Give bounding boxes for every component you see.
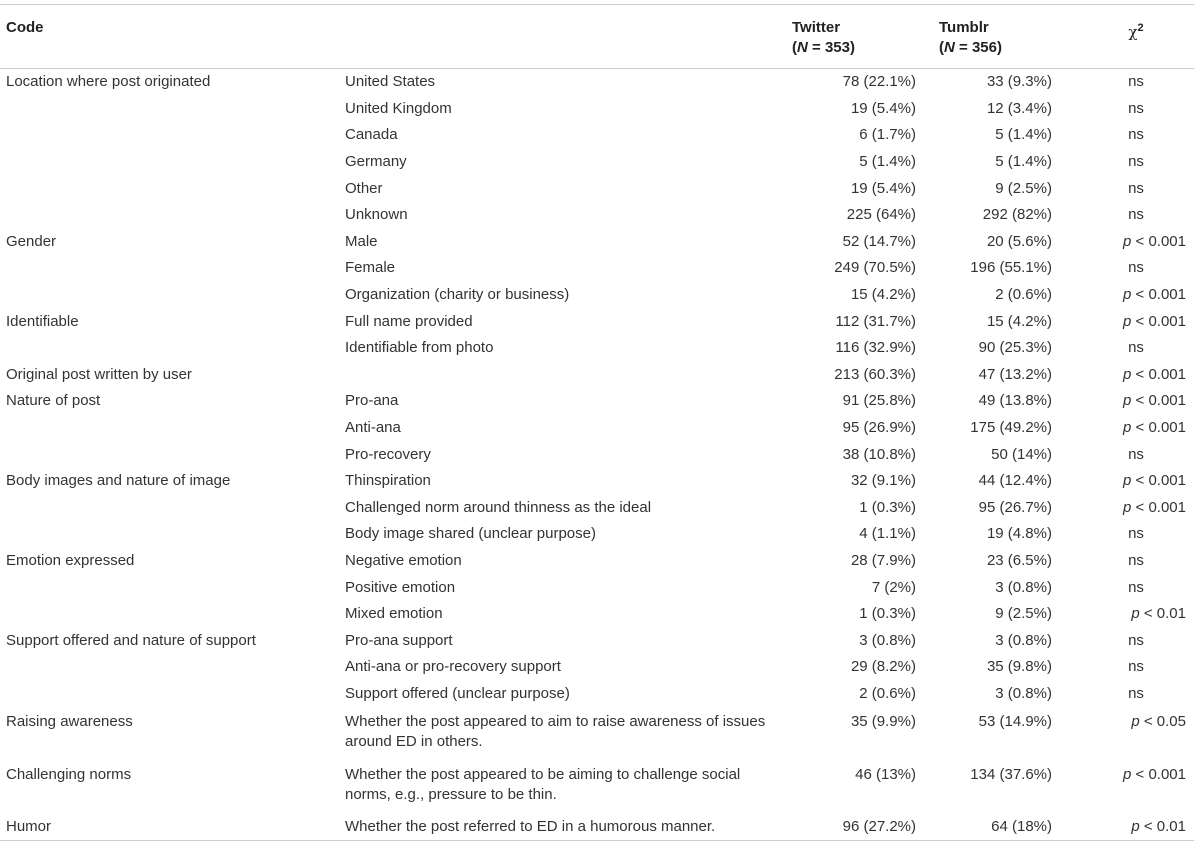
header-chi-superscript: 2 bbox=[1137, 22, 1144, 34]
chi-square-cell: ns bbox=[1128, 259, 1144, 277]
twitter-value-cell: 19 (5.4%) bbox=[850, 99, 916, 117]
code-cell bbox=[0, 149, 338, 176]
chi-square-cell: p < 0.01 bbox=[1078, 813, 1194, 840]
chi-square-cell: p < 0.001 bbox=[1123, 472, 1186, 490]
code-cell bbox=[0, 654, 338, 681]
chi-square-cell: p < 0.001 bbox=[1123, 498, 1186, 516]
chi-square-cell: ns bbox=[1128, 339, 1144, 357]
subcategory-cell: Whether the post appeared to aim to raise awareness of issues around ED in others. bbox=[345, 713, 766, 751]
subcategory-cell: Pro-ana bbox=[345, 392, 399, 410]
tumblr-value-cell: 292 (82%) bbox=[982, 206, 1052, 224]
tumblr-value-cell: 175 (49.2%) bbox=[970, 419, 1052, 437]
table-row bbox=[0, 149, 1194, 176]
subcategory-cell: Challenged norm around thinness as the ideal bbox=[345, 498, 652, 516]
tumblr-value-cell: 2 (0.6%) bbox=[995, 286, 1052, 304]
header-chi-square bbox=[1078, 5, 1194, 69]
table-row bbox=[0, 175, 1194, 202]
table-row bbox=[0, 335, 1194, 362]
subcategory-cell: Anti-ana bbox=[345, 419, 401, 437]
table-row bbox=[0, 96, 1194, 123]
subcategory-cell: Full name provided bbox=[345, 312, 473, 330]
chi-square-cell: p < 0.001 bbox=[1123, 766, 1186, 784]
tumblr-value-cell: 47 (13.2%) bbox=[978, 365, 1052, 383]
code-cell bbox=[0, 96, 338, 123]
code-cell: Original post written by user bbox=[6, 365, 192, 383]
twitter-value-cell: 1 (0.3%) bbox=[859, 605, 916, 623]
header-twitter-label: Twitter bbox=[792, 19, 841, 36]
twitter-value-cell: 29 (8.2%) bbox=[850, 658, 916, 676]
tumblr-value-cell: 15 (4.2%) bbox=[986, 312, 1052, 330]
code-cell: Support offered and nature of support bbox=[6, 631, 256, 649]
table-header-row bbox=[0, 5, 1194, 69]
tumblr-value-cell: 33 (9.3%) bbox=[986, 73, 1052, 91]
subcategory-cell: United States bbox=[345, 73, 436, 91]
code-cell bbox=[0, 202, 338, 229]
code-cell bbox=[0, 255, 338, 282]
code-cell: Nature of post bbox=[6, 392, 101, 410]
chi-square-cell: ns bbox=[1128, 684, 1144, 702]
table-row bbox=[0, 282, 1194, 309]
table-row bbox=[0, 707, 1194, 760]
chi-square-cell: p < 0.001 bbox=[1123, 286, 1186, 304]
code-cell bbox=[0, 415, 338, 442]
table-row bbox=[0, 202, 1194, 229]
table-row bbox=[0, 308, 1194, 335]
code-cell: Challenging norms bbox=[6, 766, 132, 784]
subcategory-cell: Canada bbox=[345, 126, 398, 144]
table-body bbox=[0, 69, 1194, 841]
subcategory-cell: Pro-recovery bbox=[345, 445, 431, 463]
chi-square-cell: ns bbox=[1128, 153, 1144, 171]
chi-square-cell: p < 0.001 bbox=[1123, 419, 1186, 437]
subcategory-cell: Positive emotion bbox=[345, 578, 456, 596]
chi-square-cell: p < 0.01 bbox=[1131, 605, 1186, 623]
tumblr-value-cell: 19 (4.8%) bbox=[986, 525, 1052, 543]
chi-square-cell: ns bbox=[1128, 445, 1144, 463]
tumblr-value-cell: 64 (18%) bbox=[932, 813, 1078, 840]
table-row bbox=[0, 122, 1194, 149]
code-cell: Gender bbox=[6, 232, 57, 250]
chi-square-cell: ns bbox=[1128, 179, 1144, 197]
twitter-value-cell: 225 (64%) bbox=[846, 206, 916, 224]
table-row bbox=[0, 362, 1194, 389]
chi-square-cell: p < 0.001 bbox=[1123, 365, 1186, 383]
subcategory-cell: United Kingdom bbox=[345, 99, 452, 117]
tumblr-value-cell: 44 (12.4%) bbox=[978, 472, 1052, 490]
twitter-value-cell: 28 (7.9%) bbox=[850, 551, 916, 569]
chi-square-cell: ns bbox=[1128, 578, 1144, 596]
header-subcategory bbox=[338, 5, 786, 69]
tumblr-value-cell: 90 (25.3%) bbox=[978, 339, 1052, 357]
twitter-value-cell: 116 (32.9%) bbox=[835, 339, 916, 357]
code-cell bbox=[0, 335, 338, 362]
tumblr-value-cell: 3 (0.8%) bbox=[995, 631, 1052, 649]
code-cell: Location where post originated bbox=[6, 73, 211, 91]
twitter-value-cell: 15 (4.2%) bbox=[850, 286, 916, 304]
subcategory-cell: Anti-ana or pro-recovery support bbox=[345, 658, 561, 676]
code-cell: Humor bbox=[0, 813, 338, 840]
table-row bbox=[0, 255, 1194, 282]
header-tumblr-label: Tumblr bbox=[939, 19, 989, 36]
twitter-value-cell: 213 (60.3%) bbox=[834, 365, 916, 383]
code-cell: Raising awareness bbox=[6, 713, 133, 731]
twitter-value-cell: 249 (70.5%) bbox=[834, 259, 916, 277]
code-cell: Emotion expressed bbox=[6, 551, 135, 569]
twitter-value-cell: 91 (25.8%) bbox=[842, 392, 916, 410]
code-cell bbox=[0, 282, 338, 309]
chi-square-cell: ns bbox=[1128, 551, 1144, 569]
tumblr-value-cell: 53 (14.9%) bbox=[978, 713, 1052, 731]
tumblr-value-cell: 3 (0.8%) bbox=[995, 578, 1052, 596]
twitter-value-cell: 35 (9.9%) bbox=[850, 713, 916, 731]
table-row bbox=[0, 574, 1194, 601]
table-row bbox=[0, 495, 1194, 522]
twitter-value-cell: 5 (1.4%) bbox=[859, 153, 916, 171]
chi-square-cell: p < 0.001 bbox=[1123, 392, 1186, 410]
table-row bbox=[0, 654, 1194, 681]
code-cell bbox=[0, 521, 338, 548]
tumblr-value-cell: 5 (1.4%) bbox=[995, 153, 1052, 171]
subcategory-cell: Support offered (unclear purpose) bbox=[345, 684, 570, 702]
table-row bbox=[0, 760, 1194, 813]
twitter-value-cell: 95 (26.9%) bbox=[842, 419, 916, 437]
subcategory-cell: Other bbox=[345, 179, 383, 197]
tumblr-value-cell: 12 (3.4%) bbox=[986, 99, 1052, 117]
table-row bbox=[0, 69, 1194, 96]
code-cell bbox=[0, 495, 338, 522]
chi-square-cell: ns bbox=[1128, 525, 1144, 543]
table-row bbox=[0, 415, 1194, 442]
tumblr-value-cell: 196 (55.1%) bbox=[970, 259, 1052, 277]
tumblr-value-cell: 9 (2.5%) bbox=[995, 605, 1052, 623]
twitter-value-cell: 1 (0.3%) bbox=[859, 498, 916, 516]
code-cell bbox=[0, 441, 338, 468]
subcategory-cell: Female bbox=[345, 259, 396, 277]
table-row bbox=[0, 813, 1194, 840]
twitter-value-cell: 4 (1.1%) bbox=[859, 525, 916, 543]
subcategory-cell: Unknown bbox=[345, 206, 408, 224]
tumblr-value-cell: 35 (9.8%) bbox=[986, 658, 1052, 676]
subcategory-cell bbox=[338, 362, 786, 389]
code-cell: Body images and nature of image bbox=[6, 472, 231, 490]
tumblr-value-cell: 49 (13.8%) bbox=[978, 392, 1052, 410]
subcategory-cell: Organization (charity or business) bbox=[345, 286, 570, 304]
header-code: Code bbox=[0, 5, 338, 69]
tumblr-value-cell: 5 (1.4%) bbox=[995, 126, 1052, 144]
subcategory-cell: Male bbox=[345, 232, 378, 250]
tumblr-value-cell: 50 (14%) bbox=[991, 445, 1052, 463]
tumblr-value-cell: 95 (26.7%) bbox=[978, 498, 1052, 516]
subcategory-cell: Whether the post referred to ED in a humorous manner. bbox=[338, 813, 786, 840]
table-row bbox=[0, 627, 1194, 654]
twitter-value-cell: 52 (14.7%) bbox=[842, 232, 916, 250]
header-twitter bbox=[786, 5, 932, 69]
chi-square-cell: ns bbox=[1128, 126, 1144, 144]
twitter-value-cell: 2 (0.6%) bbox=[859, 684, 916, 702]
chi-square-cell: ns bbox=[1128, 73, 1144, 91]
subcategory-cell: Negative emotion bbox=[345, 551, 462, 569]
tumblr-value-cell: 23 (6.5%) bbox=[986, 551, 1052, 569]
subcategory-cell: Germany bbox=[345, 153, 407, 171]
table-row bbox=[0, 681, 1194, 708]
subcategory-cell: Identifiable from photo bbox=[345, 339, 494, 357]
code-cell bbox=[0, 601, 338, 628]
table-row bbox=[0, 468, 1194, 495]
twitter-value-cell: 19 (5.4%) bbox=[850, 179, 916, 197]
chi-square-cell: ns bbox=[1128, 658, 1144, 676]
tumblr-value-cell: 134 (37.6%) bbox=[970, 766, 1052, 784]
chi-square-cell: ns bbox=[1128, 99, 1144, 117]
chi-square-cell: p < 0.05 bbox=[1131, 713, 1186, 731]
code-cell bbox=[0, 574, 338, 601]
table-row bbox=[0, 388, 1194, 415]
results-table bbox=[0, 4, 1194, 841]
twitter-value-cell: 78 (22.1%) bbox=[842, 73, 916, 91]
twitter-value-cell: 38 (10.8%) bbox=[842, 445, 916, 463]
subcategory-cell: Pro-ana support bbox=[345, 631, 453, 649]
tumblr-value-cell: 9 (2.5%) bbox=[995, 179, 1052, 197]
chi-square-cell: ns bbox=[1128, 631, 1144, 649]
twitter-value-cell: 112 (31.7%) bbox=[835, 312, 916, 330]
twitter-value-cell: 32 (9.1%) bbox=[850, 472, 916, 490]
twitter-value-cell: 7 (2%) bbox=[871, 578, 916, 596]
twitter-value-cell: 6 (1.7%) bbox=[859, 126, 916, 144]
tumblr-value-cell: 3 (0.8%) bbox=[995, 684, 1052, 702]
subcategory-cell: Mixed emotion bbox=[345, 605, 443, 623]
chi-square-cell: p < 0.001 bbox=[1123, 312, 1186, 330]
chi-square-cell: ns bbox=[1128, 206, 1144, 224]
code-cell bbox=[0, 175, 338, 202]
table-row bbox=[0, 229, 1194, 256]
subcategory-cell: Whether the post appeared to be aiming to challenge social norms, e.g., pressure to be thin. bbox=[345, 766, 741, 804]
header-tumblr-n: (N = 356) bbox=[939, 39, 1002, 56]
table-row bbox=[0, 441, 1194, 468]
code-cell bbox=[0, 681, 338, 708]
table-row bbox=[0, 548, 1194, 575]
twitter-value-cell: 96 (27.2%) bbox=[786, 813, 932, 840]
code-cell bbox=[0, 122, 338, 149]
header-twitter-n: (N = 353) bbox=[792, 39, 855, 56]
twitter-value-cell: 3 (0.8%) bbox=[859, 631, 916, 649]
header-tumblr bbox=[932, 5, 1078, 69]
chi-square-cell: p < 0.001 bbox=[1123, 232, 1186, 250]
tumblr-value-cell: 20 (5.6%) bbox=[986, 232, 1052, 250]
twitter-value-cell: 46 (13%) bbox=[855, 766, 916, 784]
table-row bbox=[0, 601, 1194, 628]
subcategory-cell: Body image shared (unclear purpose) bbox=[345, 525, 596, 543]
header-chi-symbol: χ bbox=[1128, 23, 1138, 41]
code-cell: Identifiable bbox=[6, 312, 79, 330]
table-row bbox=[0, 521, 1194, 548]
subcategory-cell: Thinspiration bbox=[345, 472, 431, 490]
